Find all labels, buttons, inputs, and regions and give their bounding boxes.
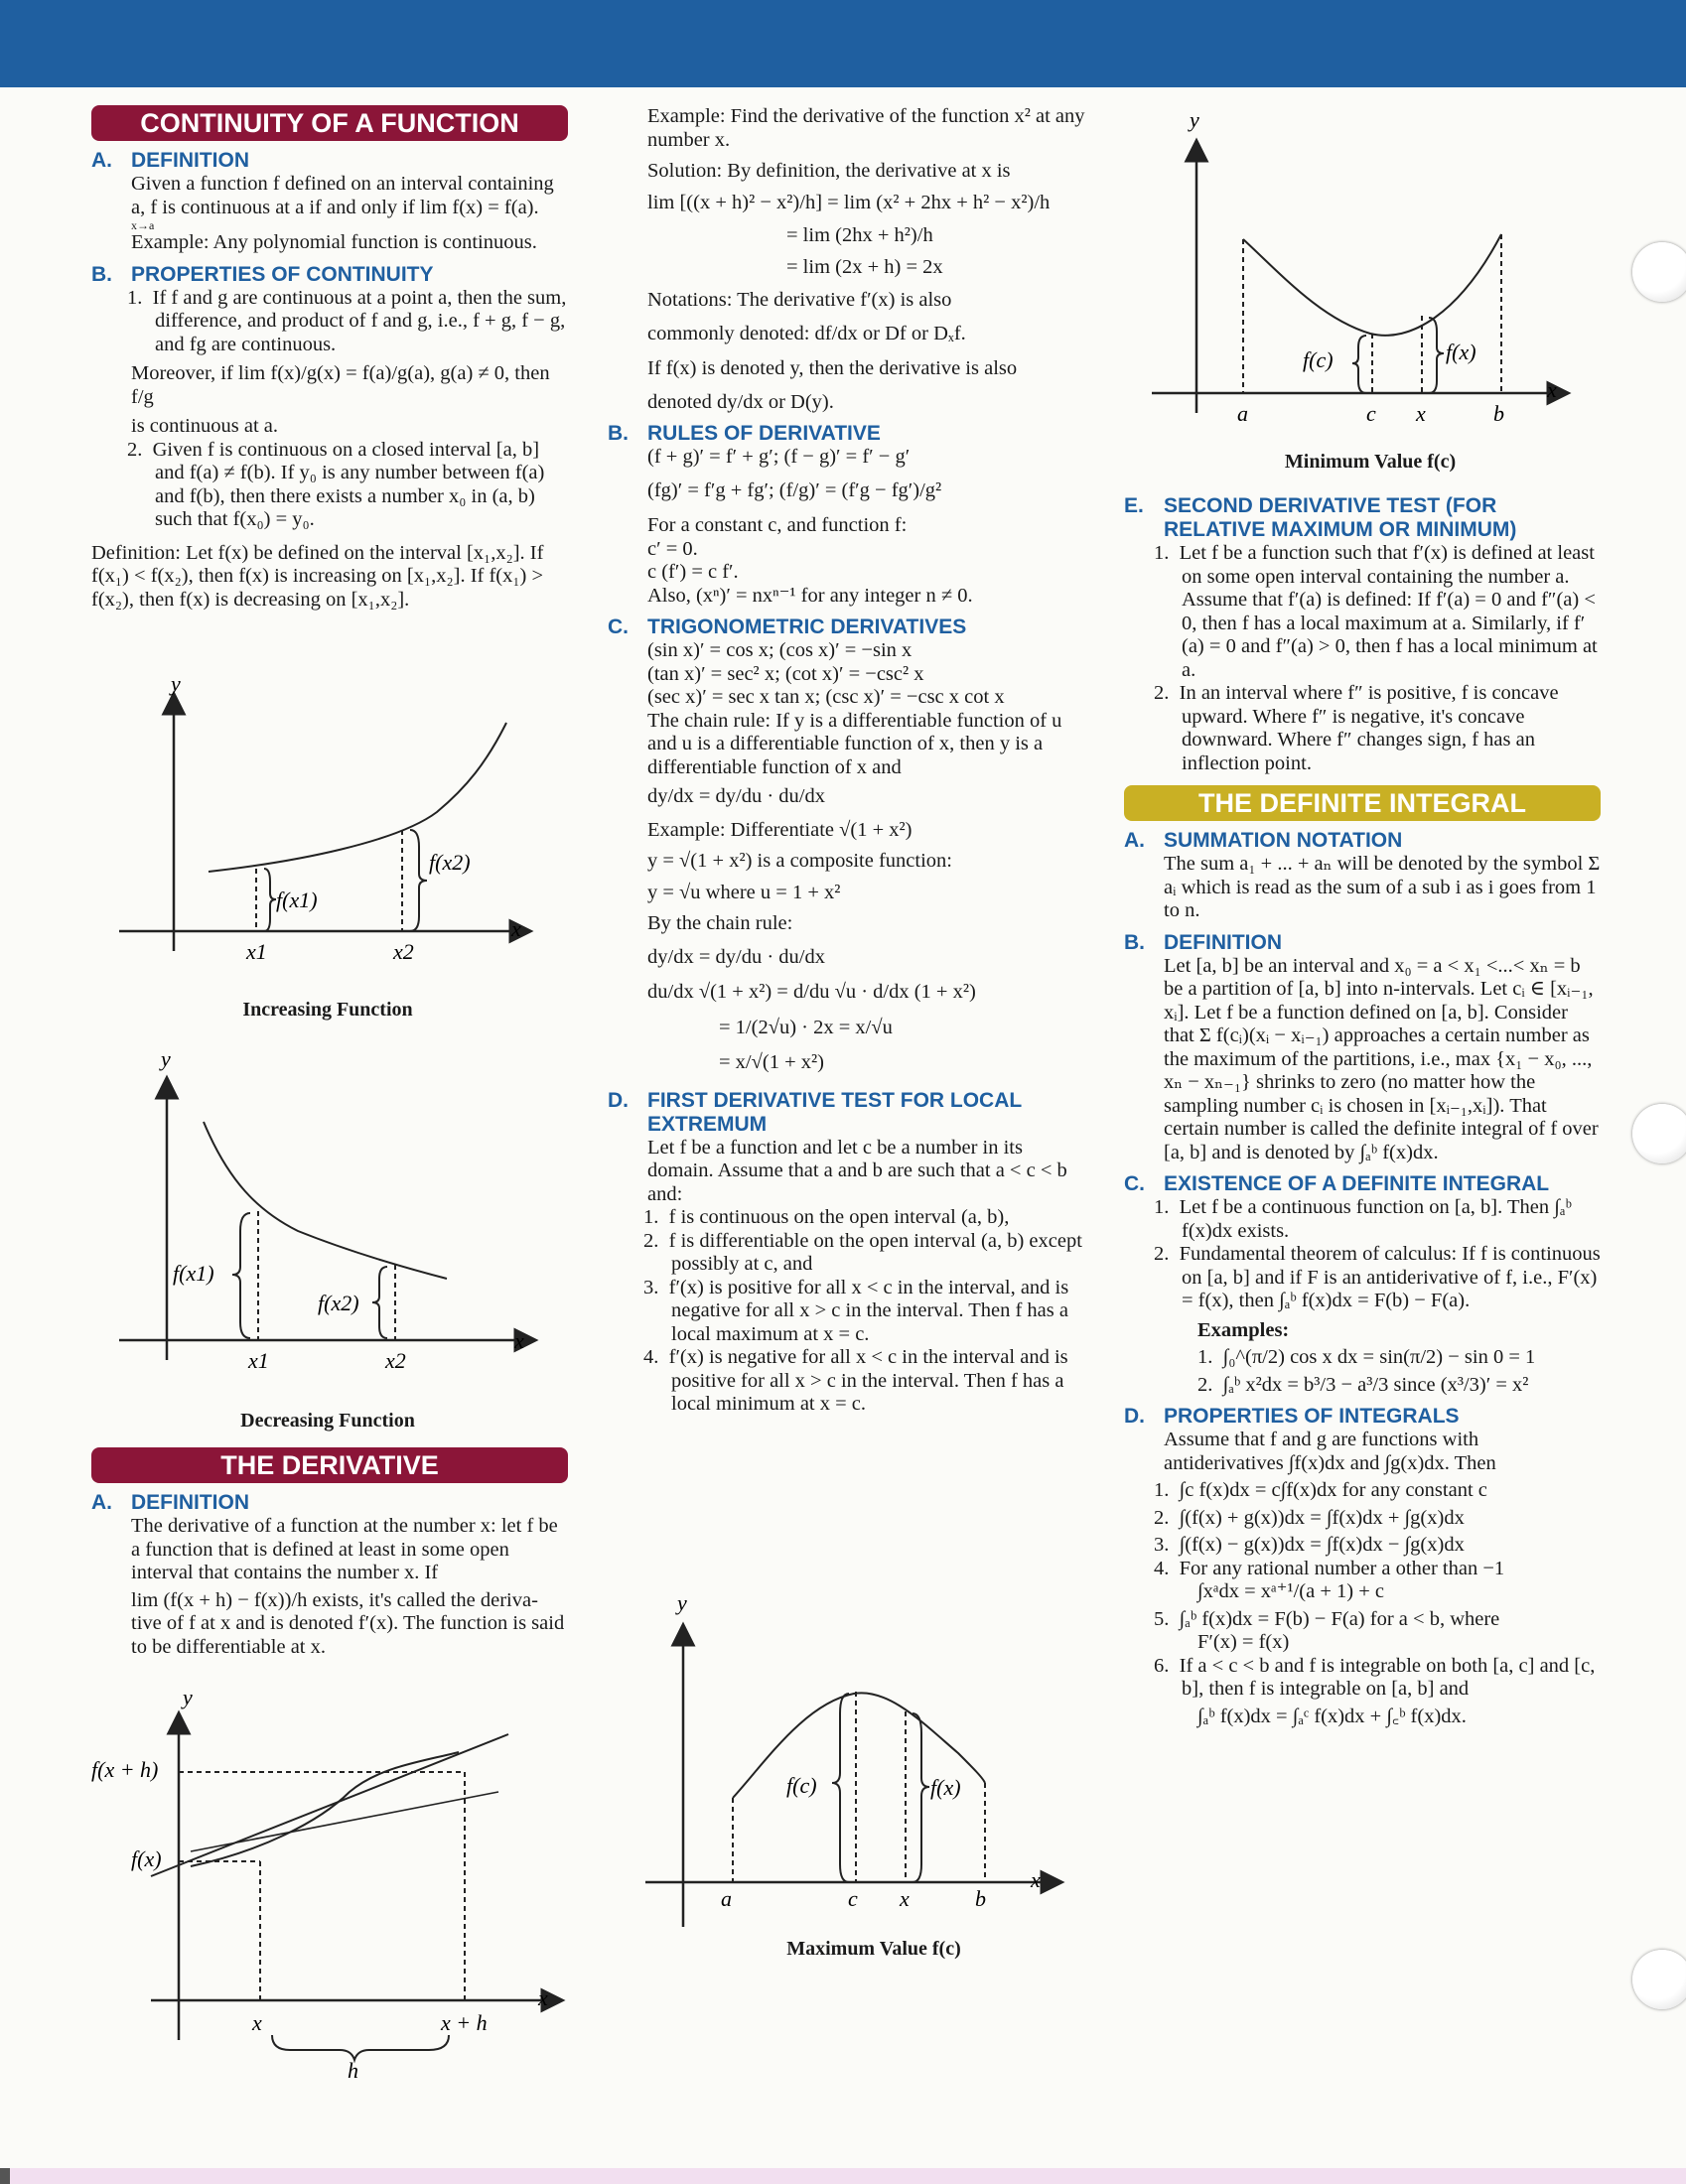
b-label: b bbox=[1493, 401, 1504, 426]
x-tick-label: x bbox=[900, 1886, 910, 1911]
definite-integral-banner: THE DEFINITE INTEGRAL bbox=[1124, 785, 1601, 821]
integral-definition-heading: B. DEFINITION bbox=[1124, 930, 1282, 954]
lim-subscript: x→a bbox=[131, 218, 155, 232]
integral-prop-6: 6. If a < c < b and f is integrable on both [a, c] and [c, b], then f is integrable on [a, b] and bbox=[1154, 1654, 1596, 1700]
property-1c: is continuous at a. bbox=[131, 415, 279, 437]
x2-label: x2 bbox=[393, 939, 414, 964]
y-label: y bbox=[183, 1685, 193, 1709]
min-caption: Minimum Value f(c) bbox=[1284, 451, 1457, 473]
example2-line5: du/dx √(1 + x²) = d/du √u · d/dx (1 + x²) bbox=[647, 981, 976, 1003]
continuity-banner: CONTINUITY OF A FUNCTION bbox=[91, 105, 568, 141]
rules-4: c′ = 0. bbox=[647, 537, 698, 560]
integral-prop-1: 1. ∫c f(x)dx = c∫f(x)dx for any constant c bbox=[1154, 1479, 1487, 1501]
integral-prop-3: 3. ∫(f(x) − g(x))dx = ∫f(x)dx − ∫g(x)dx bbox=[1154, 1534, 1465, 1556]
integral-prop-4b: ∫xᵃdx = xᵃ⁺¹/(a + 1) + c bbox=[1197, 1580, 1385, 1602]
example-1: 1. ∫₀^(π/2) cos x dx = sin(π/2) − sin 0 = 1 bbox=[1197, 1346, 1536, 1368]
rules-6: Also, (xⁿ)′ = nxⁿ⁻¹ for any integer n ≠ 0. bbox=[647, 584, 973, 607]
integral-prop-2: 2. ∫(f(x) + g(x))dx = ∫f(x)dx + ∫g(x)dx bbox=[1154, 1506, 1465, 1529]
rules-1: (f + g)′ = f′ + g′; (f − g)′ = f′ − g′ bbox=[647, 446, 911, 468]
summation-text: The sum a₁ + ... + aₙ will be denoted by the symbol Σ aᵢ which is read as the sum of a sub i as i goes from 1 to n. bbox=[1164, 853, 1601, 921]
trig-1: (sin x)′ = cos x; (cos x)′ = −sin x bbox=[647, 639, 913, 661]
c-label: c bbox=[1366, 401, 1376, 426]
property-2: 2. Given f is continuous on a closed interval [a, b] and f(a) ≠ f(b). If y₀ is any number between f(a) and f(b), then there exists a number x₀ in (a, b) such that f(x₀) = y₀. bbox=[127, 438, 545, 530]
binder-hole-top bbox=[1632, 242, 1686, 302]
increasing-function-graph bbox=[119, 663, 546, 971]
example2-line1: y = √(1 + x²) is a composite function: bbox=[647, 850, 952, 872]
fxh-label: f(x + h) bbox=[91, 1757, 159, 1782]
fx-label: f(x) bbox=[131, 1846, 162, 1871]
fx2-label: f(x2) bbox=[318, 1291, 359, 1315]
properties-heading: B. PROPERTIES OF CONTINUITY bbox=[91, 262, 434, 286]
integral-prop-5: 5. ∫ₐᵇ f(x)dx = F(b) − F(a) for a < b, where bbox=[1154, 1607, 1500, 1630]
y-label: y bbox=[677, 1590, 687, 1615]
left-column bbox=[91, 105, 568, 612]
rules-3: For a constant c, and function f: bbox=[647, 514, 908, 536]
fx2-label: f(x2) bbox=[429, 850, 471, 875]
example2-title: Example: Differentiate √(1 + x²) bbox=[647, 818, 913, 841]
binder-hole-bottom bbox=[1632, 1950, 1686, 2009]
a-label: a bbox=[721, 1886, 732, 1911]
example2-line3: By the chain rule: bbox=[647, 912, 793, 934]
notation-4: denoted dy/dx or D(y). bbox=[647, 390, 834, 413]
chain-rule-formula: dy/dx = dy/du · du/dx bbox=[647, 785, 825, 807]
second-derivative-heading: E. SECOND DERIVATIVE TEST (FOR RELATIVE MAXIMUM OR MINIMUM) bbox=[1124, 494, 1517, 541]
notation-1: Notations: The derivative f′(x) is also bbox=[647, 289, 952, 311]
max-caption: Maximum Value f(c) bbox=[786, 1938, 961, 1960]
notation-2: commonly denoted: df/dx or Df or Dₓf. bbox=[647, 322, 966, 344]
c-label: c bbox=[848, 1886, 858, 1911]
integral-prop-4: 4. For any rational number a other than −1 bbox=[1154, 1557, 1505, 1579]
chain-rule-text: The chain rule: If y is a differentiable function of u and u is a differentiable function of x, then y is a differentiable function of x and bbox=[647, 709, 1062, 778]
rules-heading: B. RULES OF DERIVATIVE bbox=[608, 422, 881, 445]
definition-heading: A. DEFINITION bbox=[91, 149, 249, 172]
y-label: y bbox=[161, 1046, 171, 1071]
fx-label: f(x) bbox=[930, 1775, 961, 1800]
rules-2: (fg)′ = f′g + fg′; (f/g)′ = (f′g − fg′)/g² bbox=[647, 478, 942, 501]
increasing-definition: Definition: Let f(x) be defined on the interval [x₁,x₂]. If f(x₁) < f(x₂), then f(x) is increasing on [x₁,x₂]. If f(x₁) > f(x₂), then f(x) is decreasing on [x₁,x₂]. bbox=[91, 541, 544, 611]
properties-integrals-heading: D. PROPERTIES OF INTEGRALS bbox=[1124, 1405, 1460, 1428]
x-label: x bbox=[1547, 377, 1557, 402]
fx1-label: f(x1) bbox=[173, 1261, 214, 1286]
derivative-definition-text: The derivative of a function at the number x: let f be a function that is defined at least in some open interval that contains the number x. If bbox=[131, 1515, 558, 1583]
solution-line2: = lim (2hx + h²)/h bbox=[786, 224, 933, 246]
solution-line1: lim [((x + h)² − x²)/h] = lim (x² + 2hx + h² − x²)/h bbox=[647, 191, 1051, 213]
bottom-color-bar bbox=[0, 2168, 1686, 2184]
h-label: h bbox=[348, 2058, 358, 2080]
fdt-text: Let f be a function and let c be a number in its domain. Assume that a and b are such that a < c < b and: bbox=[647, 1136, 1067, 1205]
fx1-label: f(x1) bbox=[276, 887, 318, 912]
properties-integrals-text: Assume that f and g are functions with antiderivatives ∫f(x)dx and ∫g(x)dx. Then bbox=[1164, 1429, 1496, 1474]
property-1: 1. If f and g are continuous at a point a, then the sum, difference, and product of f and g, i.e., f + g, f − g, and fg are continuous. bbox=[127, 286, 567, 355]
x1-label: x1 bbox=[246, 939, 267, 964]
right-column bbox=[1124, 486, 1601, 1728]
bottom-left-mark bbox=[0, 2168, 10, 2184]
integral-definition-text: Let [a, b] be an interval and x₀ = a < x₁ <...< xₙ = b be a partition of [a, b] into n-intervals. Let cᵢ ∈ [xᵢ₋₁, xᵢ]. Let f be a function defined on [a, b]. Consider that Σ f(cᵢ)(xᵢ − xᵢ₋₁) approaches a certain number as the maximum of the partitions, i.e., max {x₁ − x₀, ..., xₙ − xₙ₋₁} shrinks to zero (no matter how the sampling number cᵢ is chosen in [xᵢ₋₁,xᵢ]). That certain number is called the definite integral of f over [a, b] and is denoted by ∫ₐᵇ f(x)dx. bbox=[1164, 954, 1599, 1163]
example-2: 2. ∫ₐᵇ x²dx = b³/3 − a³/3 since (x³/3)′ = x² bbox=[1197, 1373, 1529, 1396]
examples-label: Examples: bbox=[1197, 1318, 1290, 1341]
definition-example: Example: Any polynomial function is continuous. bbox=[131, 231, 537, 253]
derivative-definition-heading: A. DEFINITION bbox=[91, 1491, 249, 1514]
rules-5: c (f′) = c f′. bbox=[647, 561, 739, 583]
fdt-item-4: 4. f′(x) is negative for all x < c in the interval and is positive for all x > c in the interval. Then f has a local minimum at x = c. bbox=[643, 1346, 1068, 1415]
a-label: a bbox=[1237, 401, 1248, 426]
example2-line2: y = √u where u = 1 + x² bbox=[647, 881, 841, 903]
example2-line6: = 1/(2√u) · 2x = x/√u bbox=[719, 1016, 893, 1038]
x-label: x bbox=[514, 1328, 524, 1353]
x-label: x bbox=[511, 916, 521, 941]
x2-label: x2 bbox=[385, 1348, 406, 1373]
example2-line7: = x/√(1 + x²) bbox=[719, 1051, 824, 1073]
integral-prop-6b: ∫ₐᵇ f(x)dx = ∫ₐᶜ f(x)dx + ∫꜀ᵇ f(x)dx. bbox=[1197, 1705, 1467, 1727]
notation-3: If f(x) is denoted y, then the derivative is also bbox=[647, 357, 1018, 379]
x-tick-label: x bbox=[252, 2010, 262, 2035]
trig-2: (tan x)′ = sec² x; (cot x)′ = −csc² x bbox=[647, 662, 924, 685]
decreasing-caption: Decreasing Function bbox=[240, 1410, 415, 1432]
derivative-banner: THE DERIVATIVE bbox=[91, 1447, 568, 1483]
sdt-item-2: 2. In an interval where f″ is positive, f is concave upward. Where f″ is negative, it's concave downward. Where f″ changes sign, f has an inflection point. bbox=[1154, 682, 1559, 774]
maximum-value-graph bbox=[635, 1584, 1072, 1952]
minimum-value-graph bbox=[1132, 105, 1579, 433]
y-label: y bbox=[171, 671, 181, 696]
existence-item-2: 2. Fundamental theorem of calculus: If f is continuous on [a, b] and if F is an antiderivative of f, i.e., F′(x) = f(x), then ∫ₐᵇ f(x)dx = F(b) − F(a). bbox=[1154, 1243, 1601, 1311]
integral-prop-5b: F′(x) = f(x) bbox=[1197, 1631, 1290, 1653]
y-label: y bbox=[1190, 107, 1199, 132]
x-tick-label: x bbox=[1416, 401, 1426, 426]
sdt-item-1: 1. Let f be a function such that f′(x) is defined at least on some open interval containing the number a. Assume that f′(a) is defined: If f′(a) = 0 and f″(a) < 0, then f has a local maximum at a. Similarly, if f′(a) = 0 and f″(a) > 0, then f has a local minimum at a. bbox=[1154, 542, 1598, 681]
fdt-item-3: 3. f′(x) is positive for all x < c in the interval, and is negative for all x > c in the interval. Then f has a local maximum at x = c. bbox=[643, 1276, 1069, 1345]
middle-column bbox=[608, 105, 1089, 1417]
increasing-caption: Increasing Function bbox=[242, 999, 413, 1021]
trig-3: (sec x)′ = sec x tan x; (csc x)′ = −csc x cot x bbox=[647, 686, 1005, 708]
example-text: Example: Find the derivative of the function x² at any number x. bbox=[647, 105, 1085, 151]
x1-label: x1 bbox=[248, 1348, 269, 1373]
first-derivative-test-heading: D. FIRST DERIVATIVE TEST FOR LOCAL EXTREMUM bbox=[608, 1088, 1022, 1136]
existence-item-1: 1. Let f be a continuous function on [a, b]. Then ∫ₐᵇ f(x)dx exists. bbox=[1154, 1196, 1572, 1242]
solution-line3: = lim (2x + h) = 2x bbox=[786, 255, 943, 278]
solution-text: Solution: By definition, the derivative at x is bbox=[647, 160, 1011, 182]
secant-line bbox=[151, 1734, 508, 1876]
definition-text: Given a function f defined on an interval containing a, f is continuous at a if and only if lim f(x) = f(a). bbox=[131, 173, 554, 218]
fc-label: f(c) bbox=[786, 1773, 817, 1798]
derivative-definition-lim: lim (f(x + h) − f(x))/h exists, it's called the deriva- bbox=[131, 1588, 538, 1611]
trig-heading: C. TRIGONOMETRIC DERIVATIVES bbox=[608, 615, 967, 638]
fdt-item-1: 1. f is continuous on the open interval (a, b), bbox=[643, 1206, 1010, 1228]
fx-label: f(x) bbox=[1446, 340, 1476, 364]
existence-heading: C. EXISTENCE OF A DEFINITE INTEGRAL bbox=[1124, 1172, 1550, 1195]
b-label: b bbox=[975, 1886, 986, 1911]
xh-tick-label: x + h bbox=[441, 2010, 488, 2035]
property-1b: Moreover, if lim f(x)/g(x) = f(a)/g(a), g(a) ≠ 0, then f/g bbox=[131, 362, 550, 408]
x-label: x bbox=[538, 1985, 548, 2010]
example2-line4: dy/dx = dy/du · du/dx bbox=[647, 945, 825, 968]
fdt-item-2: 2. f is differentiable on the open interval (a, b) except possibly at c, and bbox=[643, 1229, 1082, 1275]
x-label: x bbox=[1031, 1867, 1041, 1892]
top-color-bar bbox=[0, 0, 1686, 87]
tangent-line bbox=[191, 1792, 498, 1851]
min-curve bbox=[1243, 234, 1501, 336]
summation-heading: A. SUMMATION NOTATION bbox=[1124, 829, 1403, 852]
fc-label: f(c) bbox=[1303, 347, 1334, 372]
binder-hole-middle bbox=[1632, 1104, 1686, 1163]
left-column-lower bbox=[91, 1447, 568, 1659]
derivative-definition-text2: tive of f at x and is denoted f′(x). The function is said to be differentiable at x. bbox=[131, 1612, 565, 1658]
derivative-graph bbox=[91, 1683, 568, 2080]
decreasing-function-graph bbox=[119, 1042, 546, 1380]
